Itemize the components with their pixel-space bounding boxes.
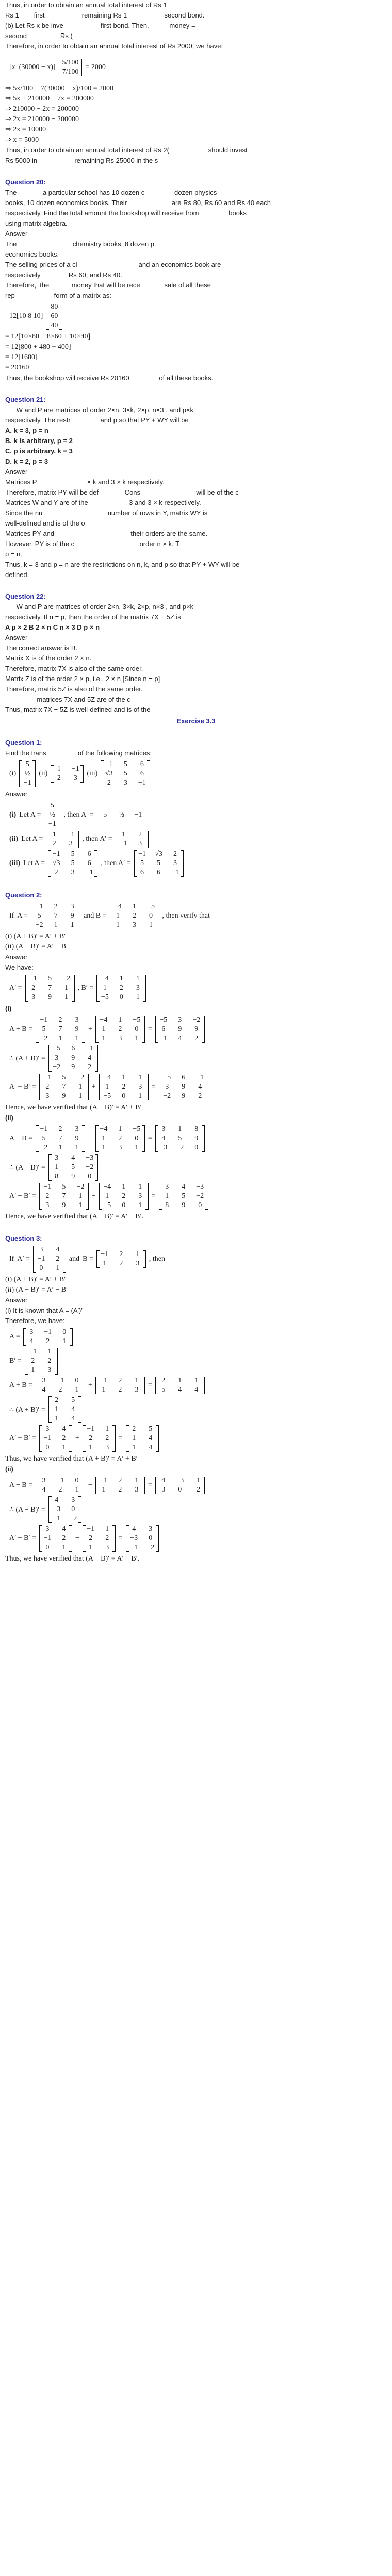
intro-line: Rs 5000 in remaining Rs 25000 in the s [5, 157, 158, 164]
text-line: Answer [5, 634, 28, 641]
equation-step: ⇒ 2x = 210000 − 200000 [5, 115, 79, 123]
equation-matrix: [x (30000 − x)] 5/100 7/100 = 2000 [9, 59, 106, 76]
text-line: W and P are matrices of order 2×n, 3×k, 2×p, n×3 , and p×k [5, 603, 194, 611]
text-line: The a particular school has 10 dozen c dozen physics [5, 189, 217, 196]
question-22 [5, 591, 387, 726]
equation: (A − B)′ = A′ − B′ [15, 1286, 68, 1294]
text-line: Since the nu number of rows in Y, matrix WY is [5, 509, 208, 517]
text-line: rep form of a matrix as: [5, 292, 111, 299]
question-title: Question 22: [5, 592, 46, 600]
text-line: Find the trans of the following matrices: [5, 749, 152, 757]
text-line: well-defined and is of the o [5, 519, 85, 527]
text-line: Therefore, matrix PY will be def Cons will be of the c [5, 488, 239, 496]
transpose-sum: A′ + B′ = 3 4 −1 2 0 1 + −1 1 2 2 1 3 = 2 5 1 4 1 4 [9, 1425, 387, 1452]
matrix-b-transpose: B′ = −1 1 2 2 1 3 [9, 1348, 387, 1375]
options-line: A p × 2 B 2 × n C n × 3 D p × n [5, 623, 100, 631]
answer-label: Answer [5, 953, 28, 961]
sum-step: A + B = −1 2 3 5 7 9 −2 1 1 + −4 1 −5 1 2 0 1 3 1 = −5 3 −2 6 9 9 −1 4 2 [9, 1016, 387, 1043]
text-line: Thus, k = 3 and p = n are the restrictions on n, k, and p so that PY + WY will be [5, 561, 240, 568]
text-inline: , then verify that [162, 912, 210, 920]
transpose-diff: A′ − B′ = 3 4 −1 2 0 1 − −1 1 2 2 1 3 = 4 3 −3 0 −1 −2 [9, 1525, 387, 1552]
given-matrices: If A′ = 3 4 −1 2 0 1 and B = −1 2 1 1 2 3 , then [9, 1246, 165, 1272]
exercise-heading: Exercise 3.3 [176, 717, 216, 725]
sum-transpose: ∴ (A + B)′ = −5 6 −1 3 9 4 −2 9 2 [9, 1045, 387, 1072]
intro-line: Thus, in order to obtain an annual total interest of Rs 1 [5, 1, 167, 9]
text-line: Matrices W and Y are of the 3 and 3 × k respectively. [5, 499, 201, 506]
text-line: We have: [5, 963, 34, 971]
sum-step: A + B = 3 −1 0 4 2 1 + −1 2 1 1 2 3 = 2 1 1 5 4 4 [9, 1377, 387, 1394]
matrix-row: (i) 5 ½ −1 (ii) 1 −1 2 3 (iii) −1 5 6 √3 5 6 2 3 −1 [9, 760, 387, 787]
intro-line: Thus, in order to obtain an annual total interest of Rs 2( should invest [5, 146, 248, 154]
question-21 [5, 395, 387, 580]
text-line: Answer [5, 468, 28, 476]
text-line: using matrix algebra. [5, 219, 68, 227]
text-inline: , then [149, 1255, 165, 1263]
equation-step: ⇒ 210000 − 2x = 200000 [5, 105, 79, 113]
question-title: Question 21: [5, 396, 46, 403]
text-line: Therefore, matrix 7X is also of the same order. [5, 665, 143, 672]
text-line: Therefore, the money that will be rece sale of all these [5, 281, 211, 289]
part-label: (ii) [5, 943, 14, 951]
option: B. k is arbitrary, p = 2 [5, 437, 73, 445]
intro-line: Rs 1 first remaining Rs 1 second bond. [5, 11, 205, 19]
page-content [5, 0, 387, 1564]
option: C. p is arbitrary, k = 3 [5, 447, 73, 455]
equation-step: = 12[10×80 + 8×60 + 10×40] [5, 333, 91, 341]
matrix-a: A = 3 −1 0 4 2 1 [9, 1328, 387, 1346]
equation-step: ⇒ 5x + 210000 − 7x = 200000 [5, 95, 94, 103]
verification: Thus, we have verified that (A + B)′ = A′ + B′ [5, 1455, 138, 1463]
diff-transpose: ∴ (A − B)′ = 3 4 −3 1 5 −2 8 9 0 [9, 1154, 387, 1181]
text-line: Therefore, we have: [5, 1317, 65, 1325]
exercise-q2: Question 2: If A = −1 2 3 5 7 9 −2 1 1 and B = −4 1 −5 1 2 0 1 3 1 , then verify that (i) (A + B)′ = A′ + B′ (ii) (A − B)′ = A′ − B′ Answer We have: A′ = −1 5 −2 2 7 1 3 9 1 , B′ = −4 1 1 1 2 3 −5 0 1 (i) A + B = −1 2 3 5 7 9 −2 1 1 + −4 1 −5 1 2 0 1 3 1 = −5 3 −2 6 9 9 −1 4 2 ∴ (A + B)′ = −5 6 −1 3 9 4 −2 9 2 A′ + B′ = −1 5 −2 2 7 1 3 9 1 + −4 1 1 1 2 3 −5 0 1 = −5 6 −1 3 9 4 −2 9 2 Hence, we have verified that (A + B)′ = A′ + B′ (ii) A − B = −1 2 3 5 7 9 −2 1 1 − −4 1 −5 1 2 0 1 3 1 = 3 1 8 4 5 9 −3 −2 0 ∴ (A − B)′ = 3 4 −3 1 5 −2 8 9 0 A′ − B′ = −1 5 −2 2 7 1 3 9 1 − −4 1 1 1 2 3 −5 0 1 = 3 4 −3 1 5 −2 8 9 0 Hence, we have verified that (A − B)′ = A′ − B′. [5, 890, 387, 1222]
text-line: (i) It is known that A = (A′)′ [5, 1307, 83, 1314]
text-line: Matrix Z is of the order 2 × p, i.e., 2 × n [Since n = p] [5, 675, 160, 683]
equation: (A + B)′ = A′ + B′ [13, 933, 66, 940]
text-inline: If [9, 912, 14, 920]
equation-step: = 12[800 + 480 + 400] [5, 343, 71, 351]
text-line: Thus, matrix 7X − 5Z is well-defined and is of the [5, 706, 151, 714]
text-line: economics books. [5, 250, 59, 258]
matrix-cell: 60 [51, 312, 58, 320]
question-20 [5, 177, 387, 383]
text-line: The selling prices of a cl and an economics book are [5, 261, 221, 268]
transpose-diff: A′ − B′ = −1 5 −2 2 7 1 3 9 1 − −4 1 1 1 2 3 −5 0 1 = 3 4 −3 1 5 −2 8 9 0 [9, 1183, 387, 1210]
conclusion: Thus, the bookshop will receive Rs 20160 of all these books. [5, 374, 214, 382]
equation-step: = 20160 [5, 364, 29, 371]
exercise-q1 [5, 738, 387, 877]
solution-iii: (iii) Let A = −1 5 6 √3 5 6 2 3 −1 , then A′ = −1 √3 2 5 5 3 6 6 −1 [9, 850, 387, 877]
transposes: A′ = −1 5 −2 2 7 1 3 9 1 , B′ = −4 1 1 1 2 3 −5 0 1 [9, 975, 387, 1002]
sum-transpose: ∴ (A + B)′ = 2 5 1 4 1 4 [9, 1396, 387, 1423]
given-matrices: If A = −1 2 3 5 7 9 −2 1 1 and B = −4 1 −5 1 2 0 1 3 1 , then verify that [9, 903, 210, 929]
matrix-product [9, 303, 387, 330]
matrix-cell: 80 [51, 303, 58, 311]
equation: (A − B)′ = A′ − B′ [15, 943, 68, 951]
text-line: Therefore, matrix 5Z is also of the same order. [5, 685, 143, 693]
text-line: respectively. The restr and p so that PY + WY will be [5, 416, 189, 424]
text-line: books, 10 dozen economics books. Their are Rs 80, Rs 60 and Rs 40 each [5, 199, 271, 207]
text-line: p = n. [5, 550, 22, 558]
intro-line: (b) Let Rs x be inve first bond. Then, money = [5, 22, 195, 29]
text-line: respectively. Find the total amount the bookshop will receive from books [5, 209, 247, 217]
matrix-cell: 40 [51, 321, 58, 329]
row-matrix: 12[10 8 10] [9, 312, 43, 320]
text-line: However, PY is of the c order n × k. T [5, 540, 180, 548]
text-line: The chemistry books, 8 dozen p [5, 240, 155, 248]
question-title: Question 1: [5, 739, 42, 747]
diff-transpose: ∴ (A − B)′ = 4 3 −3 0 −1 −2 [9, 1496, 387, 1523]
intro-line: Therefore, in order to obtain an annual total interest of Rs 2000, we have: [5, 42, 223, 50]
diff-step: A − B = −1 2 3 5 7 9 −2 1 1 − −4 1 −5 1 2 0 1 3 1 = 3 1 8 4 5 9 −3 −2 0 [9, 1125, 387, 1152]
text-line: Matrix X is of the order 2 × n. [5, 654, 92, 662]
verification: Hence, we have verified that (A − B)′ = A′ − B′. [5, 1213, 144, 1221]
question-title: Question 20: [5, 178, 46, 186]
text-line: respectively Rs 60, and Rs 40. [5, 271, 122, 279]
text-line: Matrices PY and their orders are the same. [5, 530, 208, 537]
answer-label: Answer [5, 790, 28, 798]
option: A. k = 3, p = n [5, 427, 48, 434]
intro-line: second Rs ( [5, 32, 73, 40]
column-matrix [46, 303, 62, 330]
text-line: matrices 7X and 5Z are of the c [5, 696, 130, 703]
text-line: Matrices P × k and 3 × k respectively. [5, 478, 165, 486]
question-title: Question 3: [5, 1234, 42, 1242]
text-inline: and [69, 1255, 80, 1263]
question-title: Question 2: [5, 891, 42, 899]
equation-step: ⇒ 2x = 10000 [5, 126, 46, 133]
verification: Thus, we have verified that (A − B)′ = A′ − B′. [5, 1555, 140, 1563]
text-line: Answer [5, 230, 28, 238]
text-line: The correct answer is B. [5, 644, 78, 652]
solution-i: (i) Let A = 5 ½ −1 , then A′ = 5 ½ −1 [9, 802, 387, 828]
equation-step: ⇒ x = 5000 [5, 136, 39, 144]
equation-step: ⇒ 5x/100 + 7(30000 − x)/100 = 2000 [5, 84, 114, 92]
text-line: respectively. If n = p, then the order of the matrix 7X − 5Z is [5, 613, 181, 621]
intro-section [5, 0, 387, 166]
part-label: (i) [5, 933, 12, 940]
transpose-sum: A′ + B′ = −1 5 −2 2 7 1 3 9 1 + −4 1 1 1 2 3 −5 0 1 = −5 6 −1 3 9 4 −2 9 2 [9, 1074, 387, 1100]
equation: (A + B)′ = A′ + B′ [13, 1276, 66, 1283]
exercise-q3: Question 3: If A′ = 3 4 −1 2 0 1 and B = −1 2 1 1 2 3 , then (i) (A + B)′ = A′ + B′ (ii) (A − B)′ = A′ − B′ Answer (i) It is known that A = (A′)′ Therefore, we have: A = 3 −1 0 4 2 1 B′ = −1 1 2 2 1 3 A + B = 3 −1 0 4 2 1 + −1 2 1 1 2 3 = 2 1 1 5 4 4 ∴ (A + B)′ = 2 5 1 4 1 4 A′ + B′ = 3 4 −1 2 0 1 + −1 1 2 2 1 3 = 2 5 1 4 1 4 Thus, we have verified that (A + B)′ = A′ + B′ (ii) A − B = 3 −1 0 4 2 1 − −1 2 1 1 2 3 = 4 −3 −1 3 0 −2 ∴ (A − B)′ = 4 3 −3 0 −1 −2 A′ − B′ = 3 4 −1 2 0 1 − −1 1 2 2 1 3 = 4 3 −3 0 −1 −2 Thus, we have verified that (A − B)′ = A′ − B′. [5, 1233, 387, 1564]
text-line: W and P are matrices of order 2×n, 3×k, 2×p, n×3 , and p×k [5, 406, 194, 414]
text-inline: If [9, 1255, 14, 1263]
option: D. k = 2, p = 3 [5, 457, 48, 465]
equation-step: = 12[1680] [5, 353, 38, 361]
text-line: defined. [5, 571, 29, 579]
solution-ii: (ii) Let A = 1 −1 2 3 , then A′ = 1 2 −1 3 [9, 831, 387, 848]
diff-step: A − B = 3 −1 0 4 2 1 − −1 2 1 1 2 3 = 4 −3 −1 3 0 −2 [9, 1477, 387, 1494]
answer-label: Answer [5, 1296, 28, 1304]
verification: Hence, we have verified that (A + B)′ = A′ + B′ [5, 1104, 142, 1111]
